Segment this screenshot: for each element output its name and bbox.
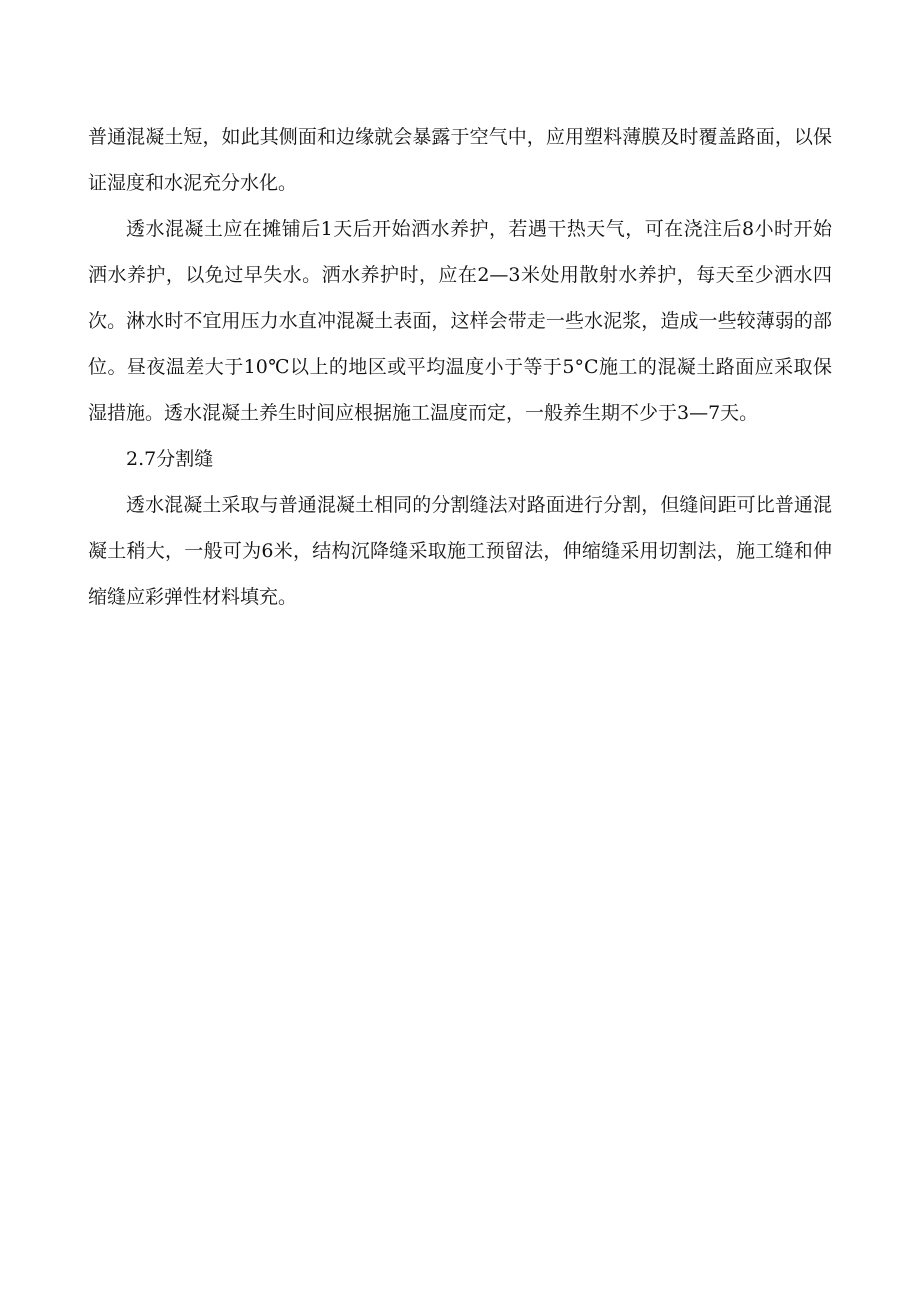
paragraph-continuation: 普通混凝土短，如此其侧面和边缘就会暴露于空气中，应用塑料薄膜及时覆盖路面，以保证湿度和水泥充分水化。 <box>88 126 832 194</box>
document-body <box>88 114 832 620</box>
paragraph-curing: 透水混凝土应在摊铺后1天后开始洒水养护，若遇干热天气，可在浇注后8小时开始洒水养护，以免过早失水。洒水养护时，应在2—3米处用散射水养护，每天至少洒水四次。淋水时不宜用压力水直冲混凝土表面，这样会带走一些水泥浆，造成一些较薄弱的部位。昼夜温差大于10℃以上的地区或平均温度小于等于5°C施工的混凝土路面应采取保湿措施。透水混凝土养生时间应根据施工温度而定，一般养生期不少于3—7天。 <box>88 218 832 424</box>
paragraph-joints: 透水混凝土采取与普通混凝土相同的分割缝法对路面进行分割，但缝间距可比普通混凝土稍大，一般可为6米，结构沉降缝采取施工预留法，伸缩缝采用切割法，施工缝和伸缩缝应彩弹性材料填充。 <box>88 494 832 608</box>
section-heading: 2.7分割缝 <box>126 448 214 470</box>
